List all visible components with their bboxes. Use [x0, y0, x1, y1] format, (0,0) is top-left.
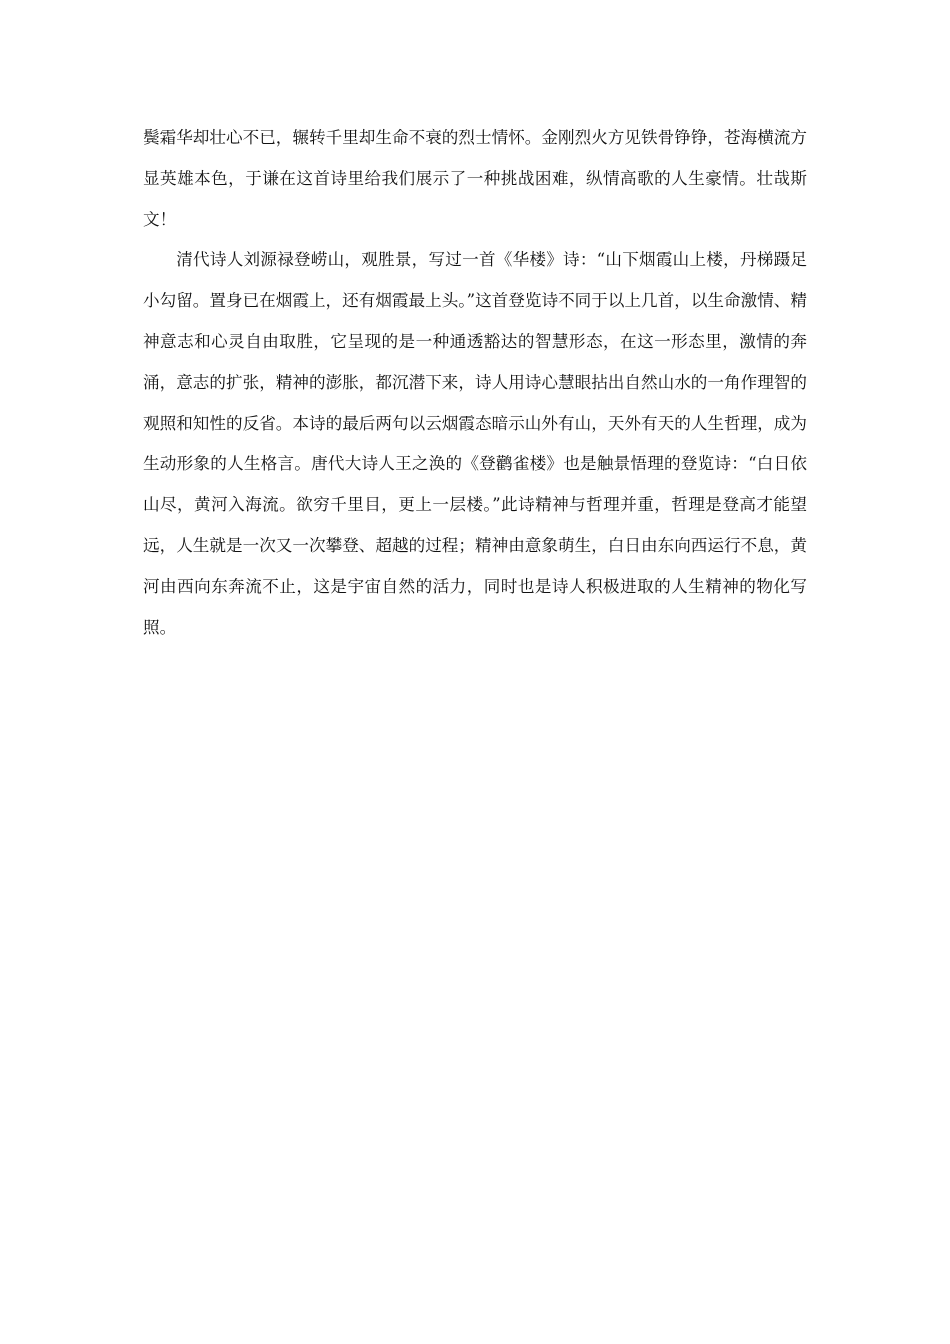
paragraph-2: 清代诗人刘源禄登崂山，观胜景，写过一首《华楼》诗：“山下烟霞山上楼，丹梯蹑足小勾留。置身已在烟霞上，还有烟霞最上头。”这首登览诗不同于以上几首，以生命激情、精神意志和心灵自由取胜，它呈现的是一种通透豁达的智慧形态，在这一形态里，激情的奔涌，意志的扩张，精神的澎胀，都沉潜下来，诗人用诗心慧眼拈出自然山水的一角作理智的观照和知性的反省。本诗的最后两句以云烟霞态暗示山外有山，天外有天的人生哲理，成为生动形象的人生格言。唐代大诗人王之涣的《登鹳雀楼》也是触景悟理的登览诗：“白日依山尽，黄河入海流。欲穷千里目，更上一层楼。”此诗精神与哲理并重，哲理是登高才能望远，人生就是一次又一次攀登、超越的过程；精神由意象萌生，白日由东向西运行不息，黄河由西向东奔流不止，这是宇宙自然的活力，同时也是诗人积极进取的人生精神的物化写照。	[143, 250, 807, 637]
body-text	[143, 118, 807, 648]
paragraph-1: 鬓霜华却壮心不已，辗转千里却生命不衰的烈士情怀。金刚烈火方见铁骨铮铮，苍海横流方显英雄本色，于谦在这首诗里给我们展示了一种挑战困难，纵情高歌的人生豪情。壮哉斯文！	[143, 128, 807, 229]
